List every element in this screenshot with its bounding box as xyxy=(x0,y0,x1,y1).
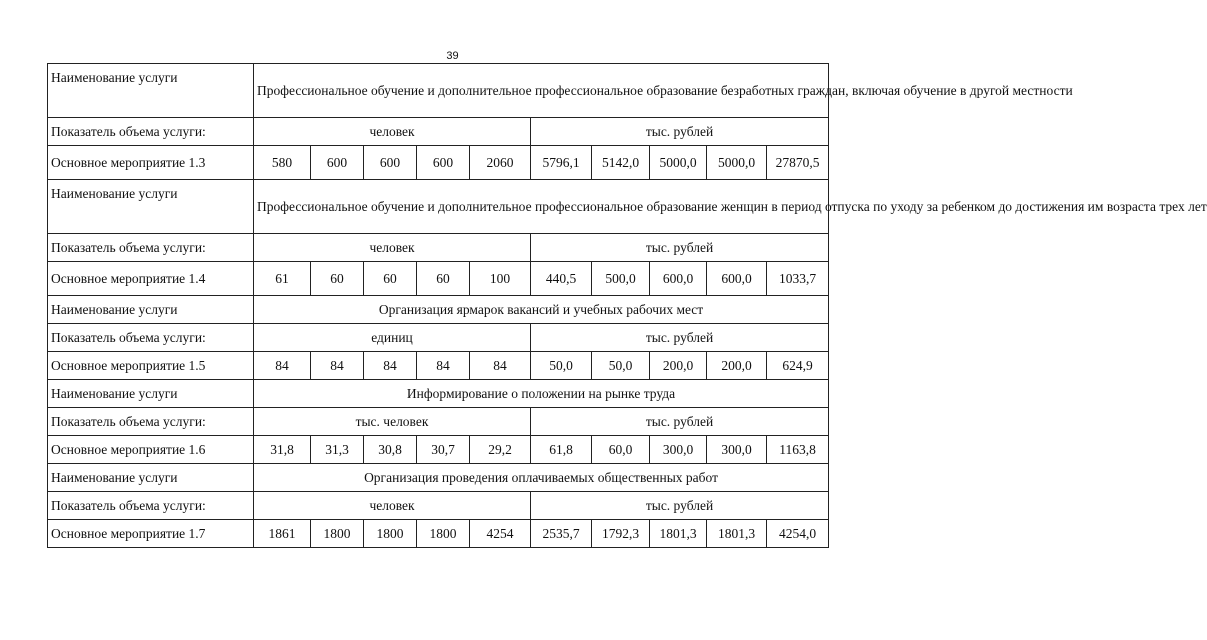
unit-money: тыс. рублей xyxy=(531,324,829,352)
value-cell: 61,8 xyxy=(531,436,592,464)
indicator-row xyxy=(48,118,829,146)
value-cell: 60 xyxy=(311,262,364,296)
measure-label: Основное мероприятие 1.4 xyxy=(48,262,254,296)
value-cell: 1801,3 xyxy=(650,520,707,548)
service-label: Наименование услуги xyxy=(48,64,254,118)
value-cell: 600,0 xyxy=(707,262,767,296)
value-cell: 440,5 xyxy=(531,262,592,296)
value-cell: 84 xyxy=(364,352,417,380)
indicator-row xyxy=(48,324,829,352)
indicator-label: Показатель объема услуги: xyxy=(48,234,254,262)
measure-label: Основное мероприятие 1.3 xyxy=(48,146,254,180)
value-cell: 31,3 xyxy=(311,436,364,464)
value-cell: 61 xyxy=(254,262,311,296)
service-name-row xyxy=(48,180,829,234)
value-cell: 2535,7 xyxy=(531,520,592,548)
value-cell: 1800 xyxy=(417,520,470,548)
indicator-row xyxy=(48,408,829,436)
service-label: Наименование услуги xyxy=(48,380,254,408)
unit-volume: единиц xyxy=(254,324,531,352)
unit-money: тыс. рублей xyxy=(531,492,829,520)
unit-volume: тыс. человек xyxy=(254,408,531,436)
service-label: Наименование услуги xyxy=(48,464,254,492)
value-cell: 30,7 xyxy=(417,436,470,464)
value-cell: 50,0 xyxy=(531,352,592,380)
value-cell: 27870,5 xyxy=(767,146,829,180)
value-cell: 624,9 xyxy=(767,352,829,380)
value-cell: 1861 xyxy=(254,520,311,548)
value-cell: 300,0 xyxy=(650,436,707,464)
unit-volume: человек xyxy=(254,234,531,262)
indicator-label: Показатель объема услуги: xyxy=(48,118,254,146)
service-name: Информирование о положении на рынке труда xyxy=(254,380,829,408)
value-cell: 31,8 xyxy=(254,436,311,464)
measure-row xyxy=(48,520,829,548)
unit-money: тыс. рублей xyxy=(531,234,829,262)
measure-row xyxy=(48,262,829,296)
value-cell: 5142,0 xyxy=(592,146,650,180)
value-cell: 4254 xyxy=(470,520,531,548)
value-cell: 30,8 xyxy=(364,436,417,464)
value-cell: 84 xyxy=(311,352,364,380)
value-cell: 100 xyxy=(470,262,531,296)
value-cell: 60,0 xyxy=(592,436,650,464)
service-name-row xyxy=(48,464,829,492)
value-cell: 200,0 xyxy=(650,352,707,380)
measure-label: Основное мероприятие 1.7 xyxy=(48,520,254,548)
value-cell: 4254,0 xyxy=(767,520,829,548)
unit-money: тыс. рублей xyxy=(531,408,829,436)
value-cell: 300,0 xyxy=(707,436,767,464)
value-cell: 1792,3 xyxy=(592,520,650,548)
service-name: Организация ярмарок вакансий и учебных рабочих мест xyxy=(254,296,829,324)
measure-row xyxy=(48,352,829,380)
page-number: 39 xyxy=(446,50,459,62)
value-cell: 1800 xyxy=(364,520,417,548)
value-cell: 600 xyxy=(417,146,470,180)
service-name: Профессиональное обучение и дополнительное профессиональное образование женщин в период отпуска по уходу за ребенком до достижения им возраста трех лет xyxy=(254,180,829,234)
service-name: Профессиональное обучение и дополнительное профессиональное образование безработных граждан, включая обучение в другой местности xyxy=(254,64,829,118)
unit-money: тыс. рублей xyxy=(531,118,829,146)
value-cell: 50,0 xyxy=(592,352,650,380)
value-cell: 60 xyxy=(417,262,470,296)
indicator-label: Показатель объема услуги: xyxy=(48,324,254,352)
unit-volume: человек xyxy=(254,492,531,520)
value-cell: 5796,1 xyxy=(531,146,592,180)
value-cell: 500,0 xyxy=(592,262,650,296)
services-table xyxy=(47,63,1207,548)
service-name-row xyxy=(48,64,829,118)
indicator-row xyxy=(48,234,829,262)
measure-label: Основное мероприятие 1.6 xyxy=(48,436,254,464)
value-cell: 600 xyxy=(311,146,364,180)
unit-volume: человек xyxy=(254,118,531,146)
value-cell: 1801,3 xyxy=(707,520,767,548)
measure-row xyxy=(48,436,829,464)
value-cell: 1800 xyxy=(311,520,364,548)
measure-row xyxy=(48,146,829,180)
service-name-row xyxy=(48,380,829,408)
value-cell: 5000,0 xyxy=(707,146,767,180)
value-cell: 580 xyxy=(254,146,311,180)
indicator-label: Показатель объема услуги: xyxy=(48,492,254,520)
value-cell: 200,0 xyxy=(707,352,767,380)
value-cell: 84 xyxy=(470,352,531,380)
value-cell: 600,0 xyxy=(650,262,707,296)
value-cell: 29,2 xyxy=(470,436,531,464)
service-label: Наименование услуги xyxy=(48,296,254,324)
service-name: Организация проведения оплачиваемых общественных работ xyxy=(254,464,829,492)
indicator-label: Показатель объема услуги: xyxy=(48,408,254,436)
value-cell: 84 xyxy=(417,352,470,380)
service-label: Наименование услуги xyxy=(48,180,254,234)
value-cell: 2060 xyxy=(470,146,531,180)
value-cell: 1033,7 xyxy=(767,262,829,296)
indicator-row xyxy=(48,492,829,520)
value-cell: 5000,0 xyxy=(650,146,707,180)
measure-label: Основное мероприятие 1.5 xyxy=(48,352,254,380)
value-cell: 1163,8 xyxy=(767,436,829,464)
value-cell: 84 xyxy=(254,352,311,380)
value-cell: 60 xyxy=(364,262,417,296)
value-cell: 600 xyxy=(364,146,417,180)
service-name-row xyxy=(48,296,829,324)
